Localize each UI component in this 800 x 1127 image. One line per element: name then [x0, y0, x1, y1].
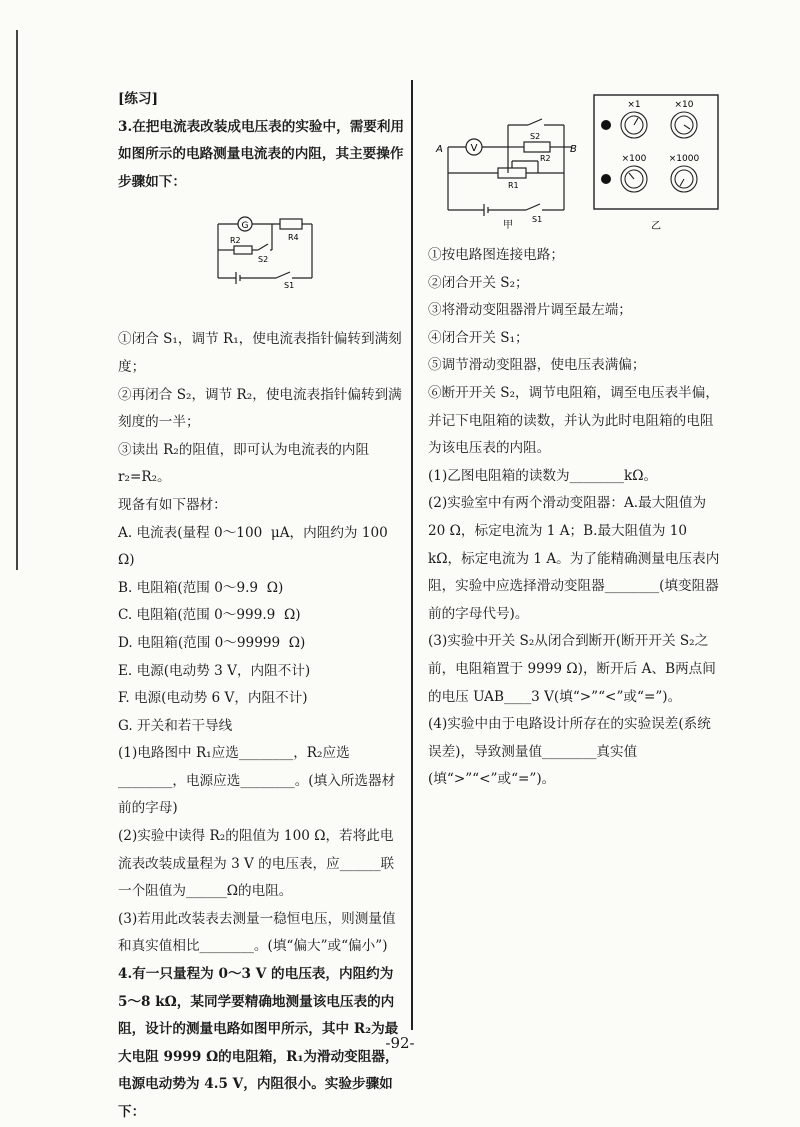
page-number: -92- [385, 1034, 415, 1052]
dial-x100-label: ×100 [621, 154, 647, 164]
jia-r1-label: R1 [508, 181, 519, 190]
q3-sub-2: (2)实验中读得 R₂的阻值为 100 Ω，若将此电流表改装成量程为 3 V 的电压表，应______联一个阻值为______Ω的电阻。 [118, 828, 395, 900]
circuit-figure-q3 [200, 210, 330, 290]
equipment-c: C. 电阻箱(范围 0～999.9 Ω) [118, 607, 301, 624]
section-tag: [练习] [118, 91, 159, 107]
equipment-g: G. 开关和若干导线 [118, 717, 233, 734]
q4-sub-2: (2)实验室中有两个滑动变阻器：A.最大阻值为 20 Ω，标定电流为 1 A；B.最大阻值为 10 kΩ，标定电流为 1 A。为了能精确测量电压表内阻，实验中应选择滑动变阻器________(填变阻器前的字母代号)。 [428, 495, 720, 622]
equipment-e: E. 电源(电动势 3 V，内阻不计) [118, 662, 311, 679]
q3-step-1: ①闭合 S₁，调节 R₁，使电流表指针偏转到满刻度； [118, 331, 402, 375]
q3-step-3: ③读出 R₂的阻值，即可认为电流表的内阻 r₂=R₂。 [118, 441, 374, 486]
equipment-f: F. 电源(电动势 6 V，内阻不计) [118, 690, 308, 707]
q3-step-2: ②再闭合 S₂，调节 R₂，使电流表指针偏转到满刻度的一半； [118, 386, 402, 431]
equipment-a: A. 电流表(量程 0～100 μA，内阻约为 100 Ω) [118, 524, 397, 569]
terminal-top-icon [601, 120, 611, 130]
dial-x1000-label: ×1000 [668, 154, 700, 164]
dial-x1-label: ×1 [627, 100, 641, 110]
scan-edge-line [16, 30, 18, 570]
equipment-intro: 现备有如下器材： [118, 496, 227, 513]
q4-step-6: ⑥断开开关 S₂，调节电阻箱，调至电压表半偏，并记下电阻箱的读数，并认为此时电阻箱的电阻为该电压表的内阻。 [428, 384, 719, 457]
q4-sub-4: (4)实验中由于电路设计所存在的实验误差(系统误差)，导致测量值________真实值(填“>”“<”或“=”)。 [428, 716, 711, 788]
voltmeter-label: V [470, 143, 478, 154]
jia-caption: 甲 [503, 220, 513, 230]
point-b-label: B [570, 144, 577, 155]
q4-sub-3: (3)实验中开关 S₂从闭合到断开(断开开关 S₂之前，电阻箱置于 9999 Ω)，断开后 A、B两点间的电压 UAB____3 V(填“>”“<”或“=”)。 [428, 633, 716, 705]
resistance-box-frame [594, 95, 718, 209]
q4-step-1: ①按电路图连接电路； [428, 247, 564, 263]
q4-step-2: ②闭合开关 S₂； [428, 274, 529, 291]
point-a-label: A [436, 144, 443, 155]
column-divider [411, 80, 413, 1030]
dial-x10-label: ×10 [674, 100, 694, 110]
q3-sub-3: (3)若用此改装表去测量一稳恒电压，则测量值和真实值相比________。(填“偏大”或“偏小”) [118, 910, 396, 955]
jia-s1-label: S1 [532, 215, 543, 224]
right-column [428, 242, 723, 794]
question-3-intro: 3.在把电流表改装成电压表的实验中，需要利用如图所示的电路测量电流表的内阻，其主要操作步骤如下： [118, 118, 405, 190]
galvanometer-label: G [241, 221, 249, 231]
r2-label: R2 [230, 236, 241, 245]
circuit-figure-jia [428, 95, 588, 230]
jia-r2-label: R2 [540, 154, 551, 163]
question-4-intro: 4.有一只量程为 0～3 V 的电压表，内阻约为 5～8 kΩ，某同学要精确地测量该电压表的内阻，设计的测量电路如图甲所示，其中 R₂为最大电阻 9999 Ω的电阻箱，R₁为滑动变阻器，电源电动势为 4.5 V，内阻很小。实验步骤如下： [118, 966, 399, 1120]
q4-step-5: ⑤调节滑动变阻器，使电压表满偏； [428, 357, 646, 374]
yi-caption: 乙 [651, 221, 661, 232]
q4-step-3: ③将滑动变阻器滑片调至最左端； [428, 302, 632, 319]
r4-label: R4 [288, 233, 299, 242]
equipment-b: B. 电阻箱(范围 0～9.9 Ω) [118, 579, 284, 596]
resistance-box-figure-yi [592, 93, 720, 233]
s1-label: S1 [284, 281, 295, 290]
q3-sub-1: (1)电路图中 R₁应选________，R₂应选________，电源应选________。(填入所选器材前的字母) [118, 745, 396, 817]
q4-sub-1: (1)乙图电阻箱的读数为________kΩ。 [428, 467, 658, 484]
jia-s2-label: S2 [530, 132, 541, 141]
equipment-d: D. 电阻箱(范围 0～99999 Ω) [118, 634, 306, 651]
s2-label: S2 [258, 255, 269, 264]
q4-step-4: ④闭合开关 S₁； [428, 329, 529, 346]
terminal-bottom-icon [601, 174, 611, 184]
